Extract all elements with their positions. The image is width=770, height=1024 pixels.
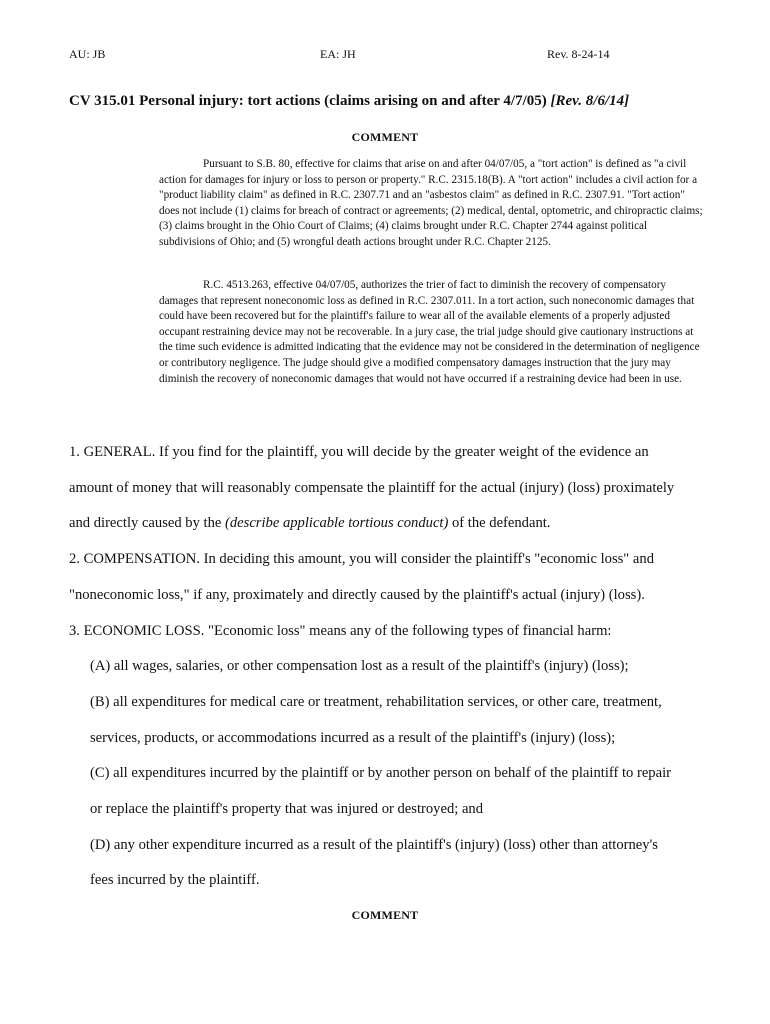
body-line-3 xyxy=(69,515,729,532)
body-line-5: "noneconomic loss," if any, proximately and directly caused by the plaintiff's actual (injury) (loss). xyxy=(69,587,645,603)
body-line-compensation: 2. COMPENSATION. In deciding this amount, you will consider the plaintiff's "economic loss" and xyxy=(69,551,654,567)
document-title xyxy=(69,93,729,110)
comment-text-1: Pursuant to S.B. 80, effective for claims that arise on and after 04/07/05, a "tort action" is defined as "a civil action for damages for injury or loss to person or property." R.C. 2315.18(B). A "tort action" includes a civil action for a "product liability claim" as defined in R.C. 2307.71 and an "asbestos claim" as defined in R.C. 2307.91. "Tort action" does not include (1) claims for breach of contract or agreements; (2) medical, dental, optometric, and chiropractic claims; (3) claims brought in the Ohio Court of Claims; (4) claims brought under R.C. Chapter 2744 against political subdivisions of Ohio; and (5) wrongful death actions brought under R.C. Chapter 2125. xyxy=(159,158,703,248)
body-line-item-a: (A) all wages, salaries, or other compensation lost as a result of the plaintiff's (injury) (loss); xyxy=(90,658,629,674)
comment-paragraph-1 xyxy=(159,157,704,251)
body-line-item-b: (B) all expenditures for medical care or treatment, rehabilitation services, or other care, treatment, xyxy=(90,694,662,710)
body-line-2: amount of money that will reasonably compensate the plaintiff for the actual (injury) (loss) proximately xyxy=(69,480,675,496)
comment-heading: COMMENT xyxy=(351,130,419,144)
header-editor: EA: JH xyxy=(320,47,356,61)
body-line-economic-loss: 3. ECONOMIC LOSS. "Economic loss" means any of the following types of financial harm: xyxy=(69,623,612,639)
header-revision: Rev. 8-24-14 xyxy=(547,47,610,61)
body-line-3-italic: (describe applicable tortious conduct) xyxy=(225,515,449,531)
comment-heading-2: COMMENT xyxy=(351,908,419,922)
body-line-item-c: (C) all expenditures incurred by the plaintiff or by another person on behalf of the plaintiff to repair xyxy=(90,765,671,781)
comment-paragraph-2 xyxy=(159,278,704,387)
body-line-item-b-cont: services, products, or accommodations incurred as a result of the plaintiff's (injury) (loss); xyxy=(90,730,616,746)
title-revision: [Rev. 8/6/14] xyxy=(550,93,630,109)
title-main: CV 315.01 Personal injury: tort actions (claims arising on and after 4/7/05) xyxy=(69,93,547,109)
body-line-3-post: of the defendant. xyxy=(448,515,551,531)
header-author: AU: JB xyxy=(69,47,106,61)
body-line-3-pre: and directly caused by the xyxy=(69,515,226,531)
body-line-item-d: (D) any other expenditure incurred as a result of the plaintiff's (injury) (loss) other than attorney's xyxy=(90,837,658,853)
comment-text-2: R.C. 4513.263, effective 04/07/05, authorizes the trier of fact to diminish the recovery of compensatory damages that represent noneconomic loss as defined in R.C. 2307.011. In a tort action, such noneconomic damages that could have been recovered but for the plaintiff's failure to wear all of the available elements of a properly adjusted occupant restraining device may not be recoverable. In a jury case, the trial judge should give cautionary instructions at the time such evidence is admitted indicating that the evidence may not be considered in the determination of negligence or contributory negligence. The judge should give a modified compensatory damages instruction that the jury may diminish the recovery of noneconomic damages that would not have occurred if a restraining device had been in use. xyxy=(159,279,700,385)
body-line-item-c-cont: or replace the plaintiff's property that was injured or destroyed; and xyxy=(90,801,484,817)
body-line-item-d-cont: fees incurred by the plaintiff. xyxy=(90,872,260,888)
body-line-general: 1. GENERAL. If you find for the plaintiff, you will decide by the greater weight of the evidence an xyxy=(69,444,649,460)
